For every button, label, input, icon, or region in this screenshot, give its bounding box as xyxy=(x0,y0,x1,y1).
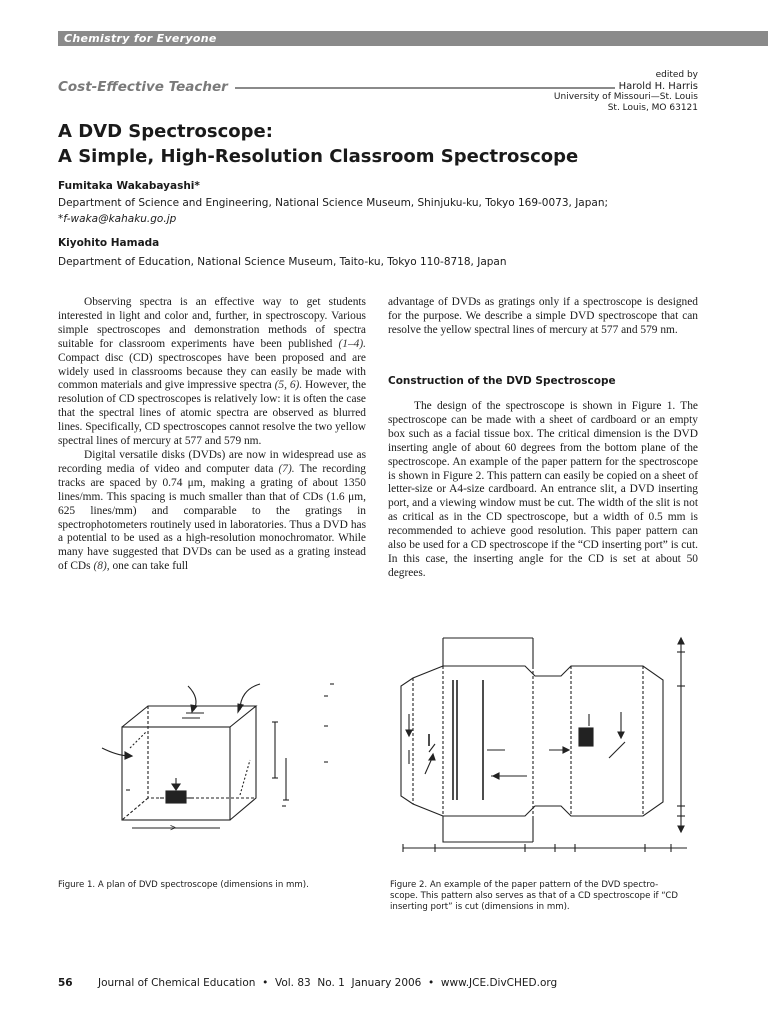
section-title: Cost-Effective Teacher xyxy=(58,79,228,95)
figure-1-diagram xyxy=(100,660,370,840)
body-column-left xyxy=(58,296,366,574)
body-column-right-bottom xyxy=(388,400,698,581)
series-banner xyxy=(58,31,768,46)
author-email: *f-waka@kahaku.go.jp xyxy=(58,213,177,225)
editor-name: Harold H. Harris xyxy=(618,81,698,92)
citation: (7). xyxy=(278,462,295,475)
editor-label: edited by xyxy=(655,70,698,80)
editor-block xyxy=(554,70,698,114)
title-line-2: A Simple, High-Resolution Classroom Spectroscope xyxy=(58,146,579,167)
citation: (5, 6). xyxy=(274,379,303,392)
body-column-right-top xyxy=(388,296,698,338)
affiliation-1 xyxy=(58,195,608,227)
figure-2-caption: Figure 2. An example of the paper pattern of the DVD spectro- scope. This pattern also serves as that of a CD spectroscope if “CD inserting port” is cut (dimensions in mm). xyxy=(390,880,679,912)
article-title xyxy=(58,119,578,169)
paragraph-3: advantage of DVDs as gratings only if a spectroscope is designed for the purpose. We describe a simple DVD spectroscope that can resolve the yellow spectral lines of mercury at 577 and 579 nm. xyxy=(388,296,698,336)
title-line-1: A DVD Spectroscope: xyxy=(58,121,273,142)
paragraph-1: Observing spectra is an effective way to get students interested in light and color and, further, in spectroscopy. Various simple spectroscopes and demonstration methods of spectra suitable for classroom experiments have been published (1–4). Compact disc (CD) spectroscopes have been proposed and are widely used in classrooms because they can easily be made with common materials and give impressive spectra (5, 6). However, the resolution of CD spectroscopes is relatively low: it is often the case that the spectral lines of atomic spectra are observed as blurred lines. Specifically, CD spectroscopes cannot resolve the two yellow spectral lines of mercury at 577 and 579 nm. xyxy=(58,296,367,448)
figure-1-caption: Figure 1. A plan of DVD spectroscope (dimensions in mm). xyxy=(58,880,309,890)
editor-affiliation-2: St. Louis, MO 63121 xyxy=(607,103,698,113)
paragraph-4: The design of the spectroscope is shown in Figure 1. The spectroscope can be made with a sheet of cardboard or an empty box such as a facial tissue box. The critical dimension is the DVD inserting angle of about 60 degrees from the bottom plane of the spectroscope. An example of the paper pattern for the spectroscope is shown in Figure 2. This pattern can easily be copied on a sheet of letter-size or A4-size cardboard. An entrance slit, a DVD inserting port, and a viewing window must be cut. The width of the slit is not as critical as in the CD spectroscope, but a width of 0.5 mm is recommended to achieve good resolution. This paper pattern can also be used for a CD spectroscope if the “CD inserting port” is cut. In this case, the inserting angle for the CD is set at about 50 degrees. xyxy=(388,400,698,579)
fig1-dimension-arrow: > xyxy=(170,823,176,834)
citation: (8), xyxy=(93,560,110,573)
series-label: Chemistry for Everyone xyxy=(64,32,217,45)
page-footer xyxy=(58,977,557,989)
affiliation-2: Department of Education, National Science Museum, Taito-ku, Tokyo 110-8718, Japan xyxy=(58,256,507,268)
author-2: Kiyohito Hamada xyxy=(58,237,160,249)
figure-2-diagram xyxy=(395,630,695,855)
citation: (1–4). xyxy=(338,337,366,350)
affiliation-1-line-1: Department of Science and Engineering, National Science Museum, Shinjuku-ku, Tokyo 169-0073, Japan; xyxy=(58,197,609,209)
page-number: 56 xyxy=(58,977,73,989)
subsection-heading: Construction of the DVD Spectroscope xyxy=(388,375,616,387)
journal-citation: Journal of Chemical Education • Vol. 83 No. 1 January 2006 • www.JCE.DivCHED.org xyxy=(97,977,558,989)
author-1: Fumitaka Wakabayashi* xyxy=(58,180,200,192)
paragraph-2: Digital versatile disks (DVDs) are now in widespread use as recording media of video and computer data (7). The recording tracks are spaced by 0.74 μm, making a grating of about 1350 lines/mm. This spacing is much smaller than that of CDs (1.6 μm, 625 lines/mm) and comparable to the gratings in spectrophotometers routinely used in laboratories. Thus a DVD has a potential to be used as a high-resolution monochromator. While many have suggested that DVDs can be used as a grating instead of CDs (8), one can take full xyxy=(58,448,366,573)
editor-affiliation-1: University of Missouri—St. Louis xyxy=(553,92,698,102)
